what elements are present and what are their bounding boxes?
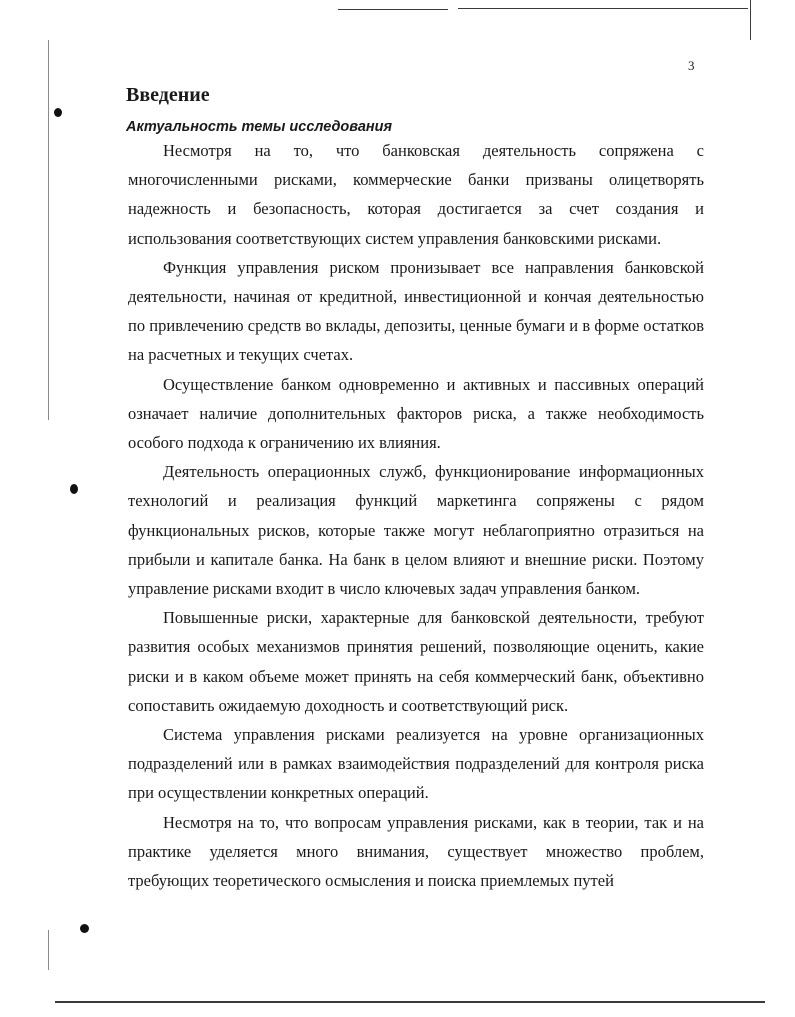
scan-top-line-right (458, 8, 748, 9)
paragraph-7: Несмотря на то, что вопросам управления рисками, как в теории, так и на практике уделяется много внимания, существует множество проблем, требующих теоретического осмысления и поиска приемлемых путей (128, 812, 704, 891)
page-title: Введение (126, 84, 210, 106)
paragraph-4: Деятельность операционных служб, функционирование информационных технологий и реализация функций маркетинга сопряжены с рядом функциональных рисков, которые также могут неблагоприятно отразиться на прибыли и капитале банка. На банк в целом влияют и внешние риски. Поэтому управление рисками входит в число ключевых задач управления банком. (128, 462, 704, 599)
paragraph-2: Функция управления риском пронизывает все направления банковской деятельности, начиная от кредитной, инвестиционной и кончая деятельностью по привлечению средств во вклады, депозиты, ценные бумаги и в форме остатков на расчетных и текущих счетах. (128, 257, 704, 365)
scan-left-margin-line-lower (48, 930, 49, 970)
page-number: 3 (688, 58, 695, 73)
section-heading: Актуальность темы исследования (126, 119, 393, 135)
scan-left-margin-line (48, 40, 49, 420)
paragraph-3: Осуществление банком одновременно и активных и пассивных операций означает наличие дополнительных факторов риска, а также необходимость особого подхода к ограничению их влияния. (128, 374, 704, 453)
scan-bottom-line (55, 1001, 765, 1003)
scan-right-edge (750, 0, 751, 40)
paragraph-5: Повышенные риски, характерные для банковской деятельности, требуют развития особых механизмов принятия решений, позволяющие оценить, какие риски и в каком объеме может принять на себя коммерческий банк, объективно сопоставить ожидаемую доходность и соответствующий риск. (128, 608, 704, 715)
punch-hole-mark-bottom (80, 924, 89, 933)
body-text (128, 136, 704, 895)
punch-hole-mark-middle (70, 484, 78, 494)
scan-top-line-left (338, 9, 448, 10)
punch-hole-mark-top (54, 108, 62, 117)
paragraph-1: Несмотря на то, что банковская деятельность сопряжена с многочисленными рисками, коммерческие банки призваны олицетворять надежность и безопасность, которая достигается за счет создания и использования соответствующих систем управления банковскими рисками. (128, 141, 704, 248)
paragraph-6: Система управления рисками реализуется на уровне организационных подразделений или в рамках взаимодействия подразделений для контроля риска при осуществлении конкретных операций. (128, 725, 704, 803)
